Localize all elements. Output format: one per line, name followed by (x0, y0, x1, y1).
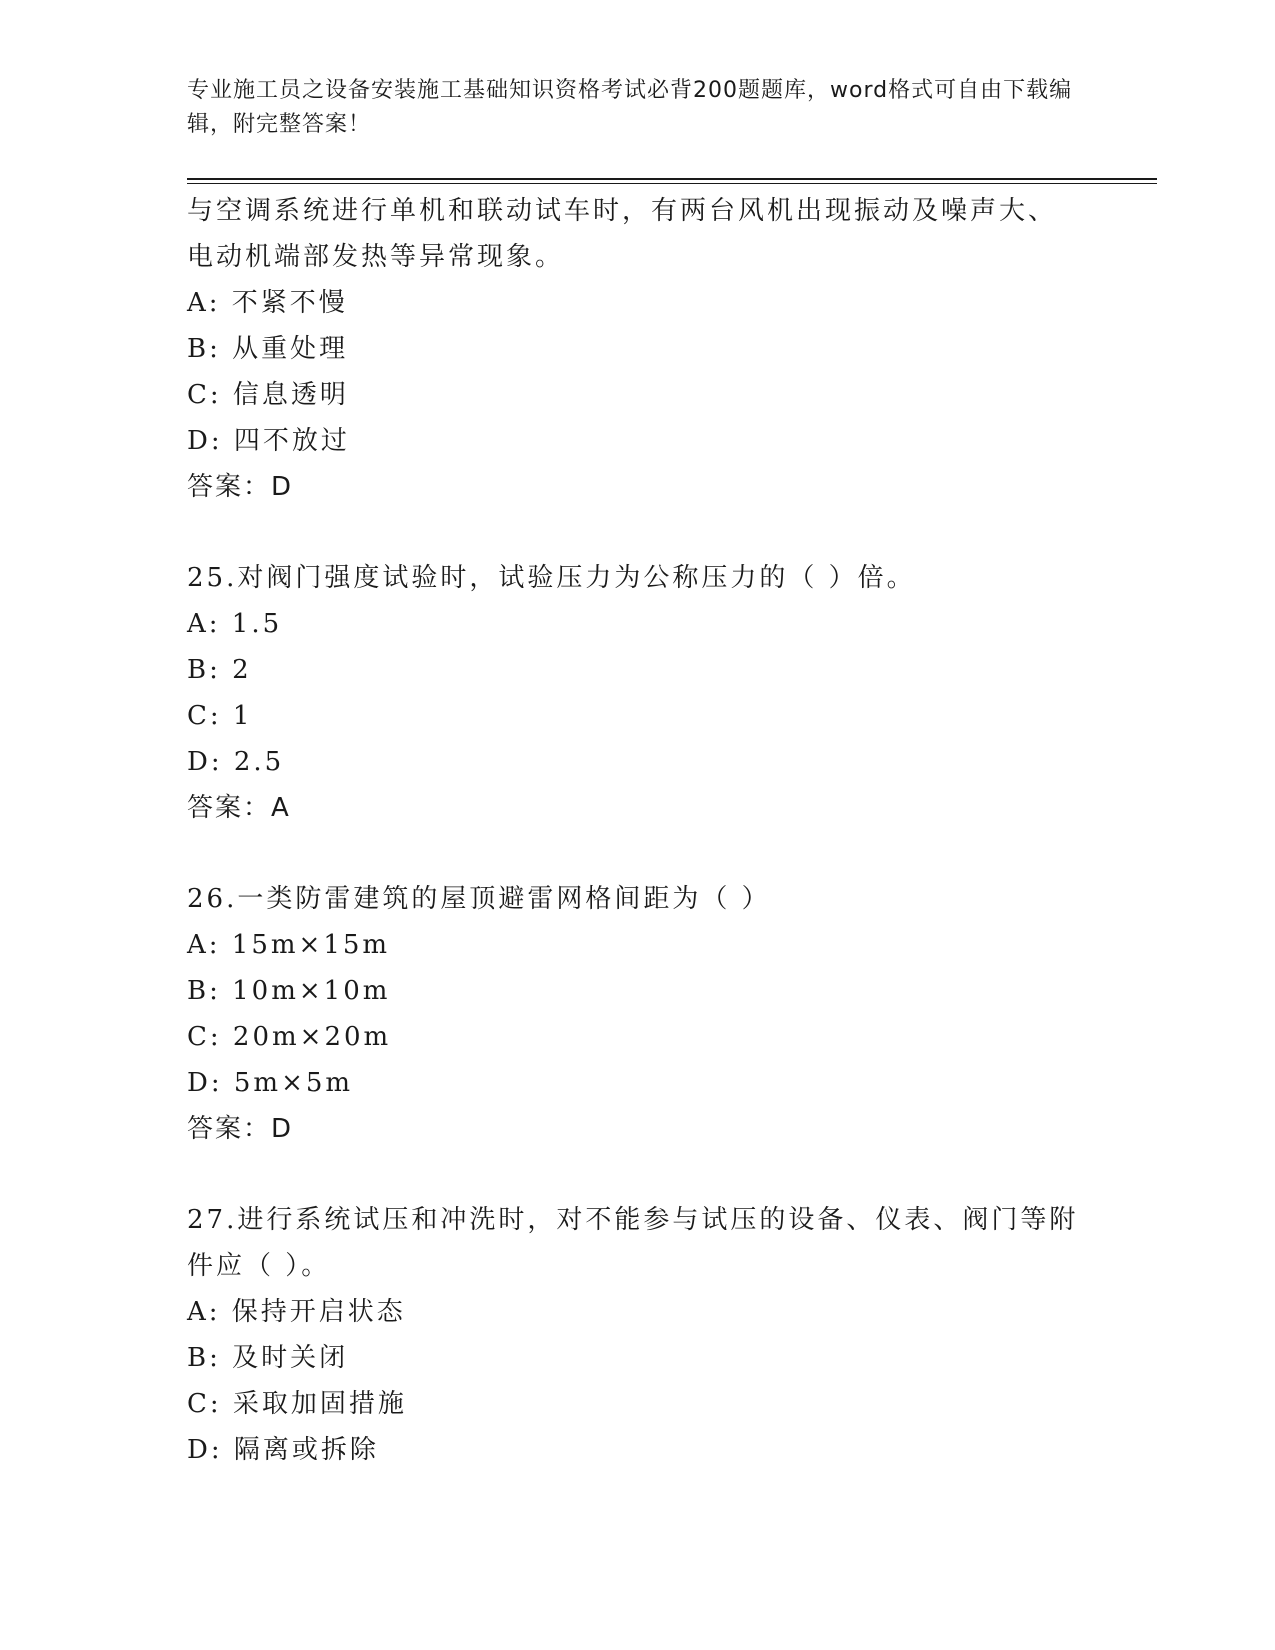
question-stem-line: 件应（ ）。 (187, 1251, 331, 1281)
option-d: D: 2.5 (187, 747, 285, 777)
question-list (187, 188, 1087, 1473)
option-c: C: 20m×20m (187, 1022, 392, 1052)
option-b: B: 10m×10m (187, 976, 391, 1006)
question-item (187, 876, 1087, 1152)
question-stem-line: 电动机端部发热等异常现象。 (187, 242, 565, 272)
question-stem-line: 25.对阀门强度试验时，试验压力为公称压力的（ ）倍。 (187, 563, 916, 593)
option-a: A: 1.5 (187, 609, 283, 639)
header-rule-thick (187, 178, 1157, 180)
option-b: B: 及时关闭 (187, 1343, 349, 1373)
answer-line: 答案：A (187, 793, 291, 823)
option-c: C: 1 (187, 701, 253, 731)
option-d: D: 四不放过 (187, 426, 350, 456)
option-a: A: 保持开启状态 (187, 1297, 406, 1327)
document-header: 专业施工员之设备安装施工基础知识资格考试必背200题题库，word格式可自由下载编辑，附完整答案！ (187, 78, 1073, 137)
question-stem-line: 27.进行系统试压和冲洗时，对不能参与试压的设备、仪表、阀门等附 (187, 1205, 1079, 1235)
answer-line: 答案：D (187, 1114, 294, 1144)
option-d: D: 5m×5m (187, 1068, 354, 1098)
option-a: A: 不紧不慢 (187, 288, 348, 318)
question-spacer (187, 510, 1087, 555)
option-d: D: 隔离或拆除 (187, 1435, 379, 1465)
question-spacer (187, 1152, 1087, 1197)
header-rule-thin (187, 183, 1157, 184)
option-a: A: 15m×15m (187, 930, 391, 960)
option-c: C: 信息透明 (187, 380, 349, 410)
option-b: B: 从重处理 (187, 334, 349, 364)
question-stem-line: 26.一类防雷建筑的屋顶避雷网格间距为（ ） (187, 884, 771, 914)
question-spacer (187, 831, 1087, 876)
answer-line: 答案：D (187, 472, 294, 502)
option-b: B: 2 (187, 655, 252, 685)
question-item (187, 1197, 1087, 1473)
option-c: C: 采取加固措施 (187, 1389, 407, 1419)
question-item (187, 188, 1087, 510)
question-item (187, 555, 1087, 831)
question-stem-line: 与空调系统进行单机和联动试车时，有两台风机出现振动及噪声大、 (187, 196, 1058, 226)
